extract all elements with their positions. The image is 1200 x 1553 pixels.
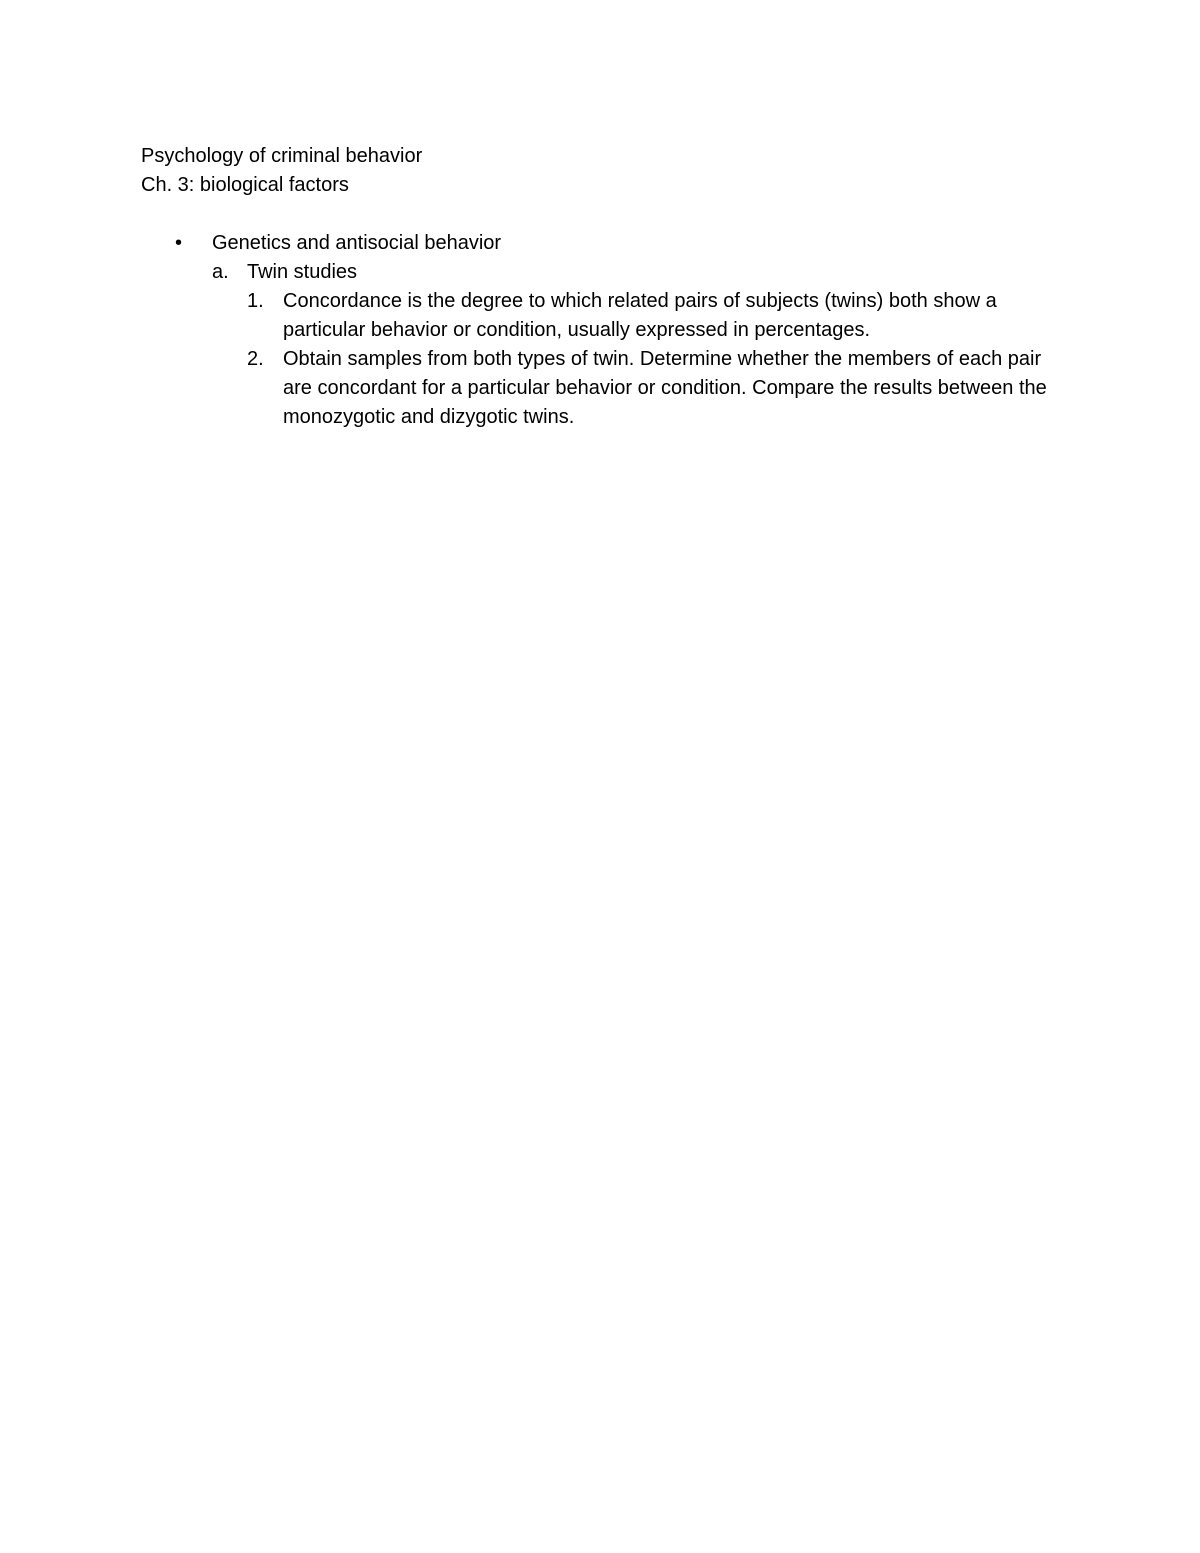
bullet-marker: •: [175, 232, 183, 254]
sub-text: Twin studies: [247, 261, 358, 283]
numbered-item: [141, 345, 1061, 432]
numbered-text: Concordance is the degree to which related pairs of subjects (twins) both show a particular behavior or condition, usually expressed in percentages.: [283, 290, 997, 341]
blank-line: [141, 200, 1061, 229]
chapter-heading: Ch. 3: biological factors: [141, 174, 349, 196]
numbered-item: [141, 287, 1061, 345]
numbered-text: Obtain samples from both types of twin. Determine whether the members of each pair are concordant for a particular behavior or condition. Compare the results between the monozygotic and dizygotic twins.: [283, 348, 1047, 428]
numbered-marker: 1.: [247, 290, 264, 312]
bullet-text: Genetics and antisocial behavior: [212, 232, 502, 254]
document-title: Psychology of criminal behavior: [141, 145, 423, 167]
document-content: [141, 142, 1061, 432]
sub-marker: a.: [212, 261, 229, 283]
bullet-item: [141, 229, 1061, 258]
sub-item: [141, 258, 1061, 287]
numbered-marker: 2.: [247, 348, 264, 370]
